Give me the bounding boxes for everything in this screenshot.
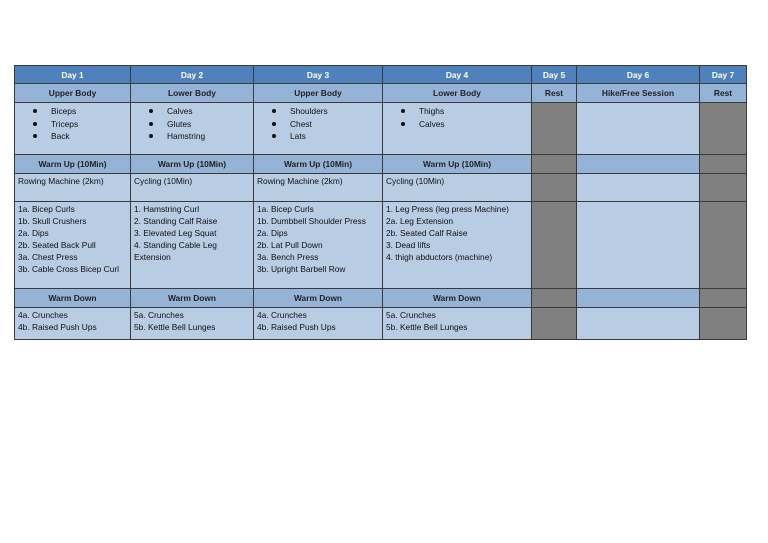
exercise-item: 1b. Skull Crushers: [18, 216, 87, 226]
exercise-item: 3a. Bench Press: [257, 252, 319, 262]
day-6-empty-cell: [577, 103, 700, 155]
day-2-cardio: Cycling (10Min): [131, 174, 254, 202]
day-7-rest-cell: [700, 308, 747, 340]
day-2-warm-up: Warm Up (10Min): [131, 155, 254, 174]
exercise-item: 1b. Dumbbell Shoulder Press: [257, 216, 366, 226]
day-3-split: Upper Body: [254, 84, 383, 103]
exercise-item: 4. thigh abductors (machine): [386, 252, 493, 262]
day-5-rest-cell: [532, 308, 577, 340]
muscle-item: Hamstring: [134, 130, 250, 143]
day-4-warm-down: Warm Down: [383, 289, 532, 308]
day-5-split: Rest: [532, 84, 577, 103]
exercise-item: 3. Dead lifts: [386, 240, 431, 250]
day-6-empty-cell: [577, 289, 700, 308]
abs-row: [15, 308, 747, 340]
day-4-split: Lower Body: [383, 84, 532, 103]
day-6-empty-cell: [577, 155, 700, 174]
exercise-item: 3. Elevated Leg Squat: [134, 228, 217, 238]
day-3-muscles: [254, 103, 383, 155]
day-3-cardio: Rowing Machine (2km): [254, 174, 383, 202]
day-5-rest-cell: [532, 103, 577, 155]
muscle-item: Chest: [257, 118, 379, 131]
day-4-cardio: Cycling (10Min): [383, 174, 532, 202]
day-4-abs: [383, 308, 532, 340]
muscle-groups-row: [15, 103, 747, 155]
day-6-empty-cell: [577, 202, 700, 289]
warm-up-row: [15, 155, 747, 174]
exercises-row: [15, 202, 747, 289]
cardio-row: [15, 174, 747, 202]
day-6-empty-cell: [577, 308, 700, 340]
day-6-header: Day 6: [577, 66, 700, 84]
day-6-empty-cell: [577, 174, 700, 202]
day-3-warm-up: Warm Up (10Min): [254, 155, 383, 174]
day-2-exercises: [131, 202, 254, 289]
day-7-rest-cell: [700, 103, 747, 155]
day-2-warm-down: Warm Down: [131, 289, 254, 308]
exercise-item: 1. Hamstring Curl: [134, 204, 200, 214]
exercise-item: 3b. Upright Barbell Row: [257, 264, 346, 274]
day-7-header: Day 7: [700, 66, 747, 84]
exercise-item: 2a. Dips: [18, 228, 49, 238]
exercise-item: 2. Standing Calf Raise: [134, 216, 218, 226]
workout-plan-table: [14, 65, 747, 340]
day-2-muscles: [131, 103, 254, 155]
day-5-rest-cell: [532, 174, 577, 202]
exercise-item: 2a. Dips: [257, 228, 288, 238]
exercise-item: 2b. Seated Calf Raise: [386, 228, 468, 238]
day-3-abs: [254, 308, 383, 340]
day-1-warm-up: Warm Up (10Min): [15, 155, 131, 174]
exercise-item: 4b. Raised Push Ups: [18, 322, 97, 332]
muscle-item: Lats: [257, 130, 379, 143]
muscle-item: Glutes: [134, 118, 250, 131]
day-4-warm-up: Warm Up (10Min): [383, 155, 532, 174]
day-1-warm-down: Warm Down: [15, 289, 131, 308]
exercise-item: 1a. Bicep Curls: [18, 204, 75, 214]
day-3-exercises: [254, 202, 383, 289]
exercise-item: 1a. Bicep Curls: [257, 204, 314, 214]
muscle-item: Biceps: [18, 105, 127, 118]
day-2-abs: [131, 308, 254, 340]
exercise-item: 3a. Chest Press: [18, 252, 78, 262]
day-7-rest-cell: [700, 155, 747, 174]
day-2-split: Lower Body: [131, 84, 254, 103]
day-1-exercises: [15, 202, 131, 289]
day-6-split: Hike/Free Session: [577, 84, 700, 103]
muscle-item: Triceps: [18, 118, 127, 131]
day-header-row: [15, 66, 747, 84]
day-7-rest-cell: [700, 289, 747, 308]
day-3-warm-down: Warm Down: [254, 289, 383, 308]
day-2-header: Day 2: [131, 66, 254, 84]
day-1-header: Day 1: [15, 66, 131, 84]
muscle-item: Calves: [386, 118, 528, 131]
exercise-item: Extension: [134, 252, 171, 262]
exercise-item: 5a. Crunches: [386, 310, 436, 320]
day-4-header: Day 4: [383, 66, 532, 84]
day-4-muscles: [383, 103, 532, 155]
exercise-item: 3b. Cable Cross Bicep Curl: [18, 264, 120, 274]
exercise-item: 4. Standing Cable Leg: [134, 240, 217, 250]
split-row: [15, 84, 747, 103]
muscle-item: Thighs: [386, 105, 528, 118]
exercise-item: 2a. Leg Extension: [386, 216, 454, 226]
muscle-item: Back: [18, 130, 127, 143]
exercise-item: 4b. Raised Push Ups: [257, 322, 336, 332]
exercise-item: 5b. Kettle Bell Lunges: [134, 322, 216, 332]
day-3-header: Day 3: [254, 66, 383, 84]
day-7-split: Rest: [700, 84, 747, 103]
day-5-rest-cell: [532, 202, 577, 289]
day-1-abs: [15, 308, 131, 340]
warm-down-row: [15, 289, 747, 308]
muscle-item: Shoulders: [257, 105, 379, 118]
exercise-item: 5b. Kettle Bell Lunges: [386, 322, 468, 332]
day-1-split: Upper Body: [15, 84, 131, 103]
day-5-rest-cell: [532, 289, 577, 308]
day-5-header: Day 5: [532, 66, 577, 84]
exercise-item: 2b. Lat Pull Down: [257, 240, 323, 250]
muscle-item: Calves: [134, 105, 250, 118]
exercise-item: 2b. Seated Back Pull: [18, 240, 96, 250]
day-7-rest-cell: [700, 174, 747, 202]
day-1-cardio: Rowing Machine (2km): [15, 174, 131, 202]
exercise-item: 1. Leg Press (leg press Machine): [386, 204, 509, 214]
day-5-rest-cell: [532, 155, 577, 174]
day-7-rest-cell: [700, 202, 747, 289]
day-1-muscles: [15, 103, 131, 155]
exercise-item: 4a. Crunches: [257, 310, 307, 320]
exercise-item: 4a. Crunches: [18, 310, 68, 320]
exercise-item: 5a. Crunches: [134, 310, 184, 320]
day-4-exercises: [383, 202, 532, 289]
